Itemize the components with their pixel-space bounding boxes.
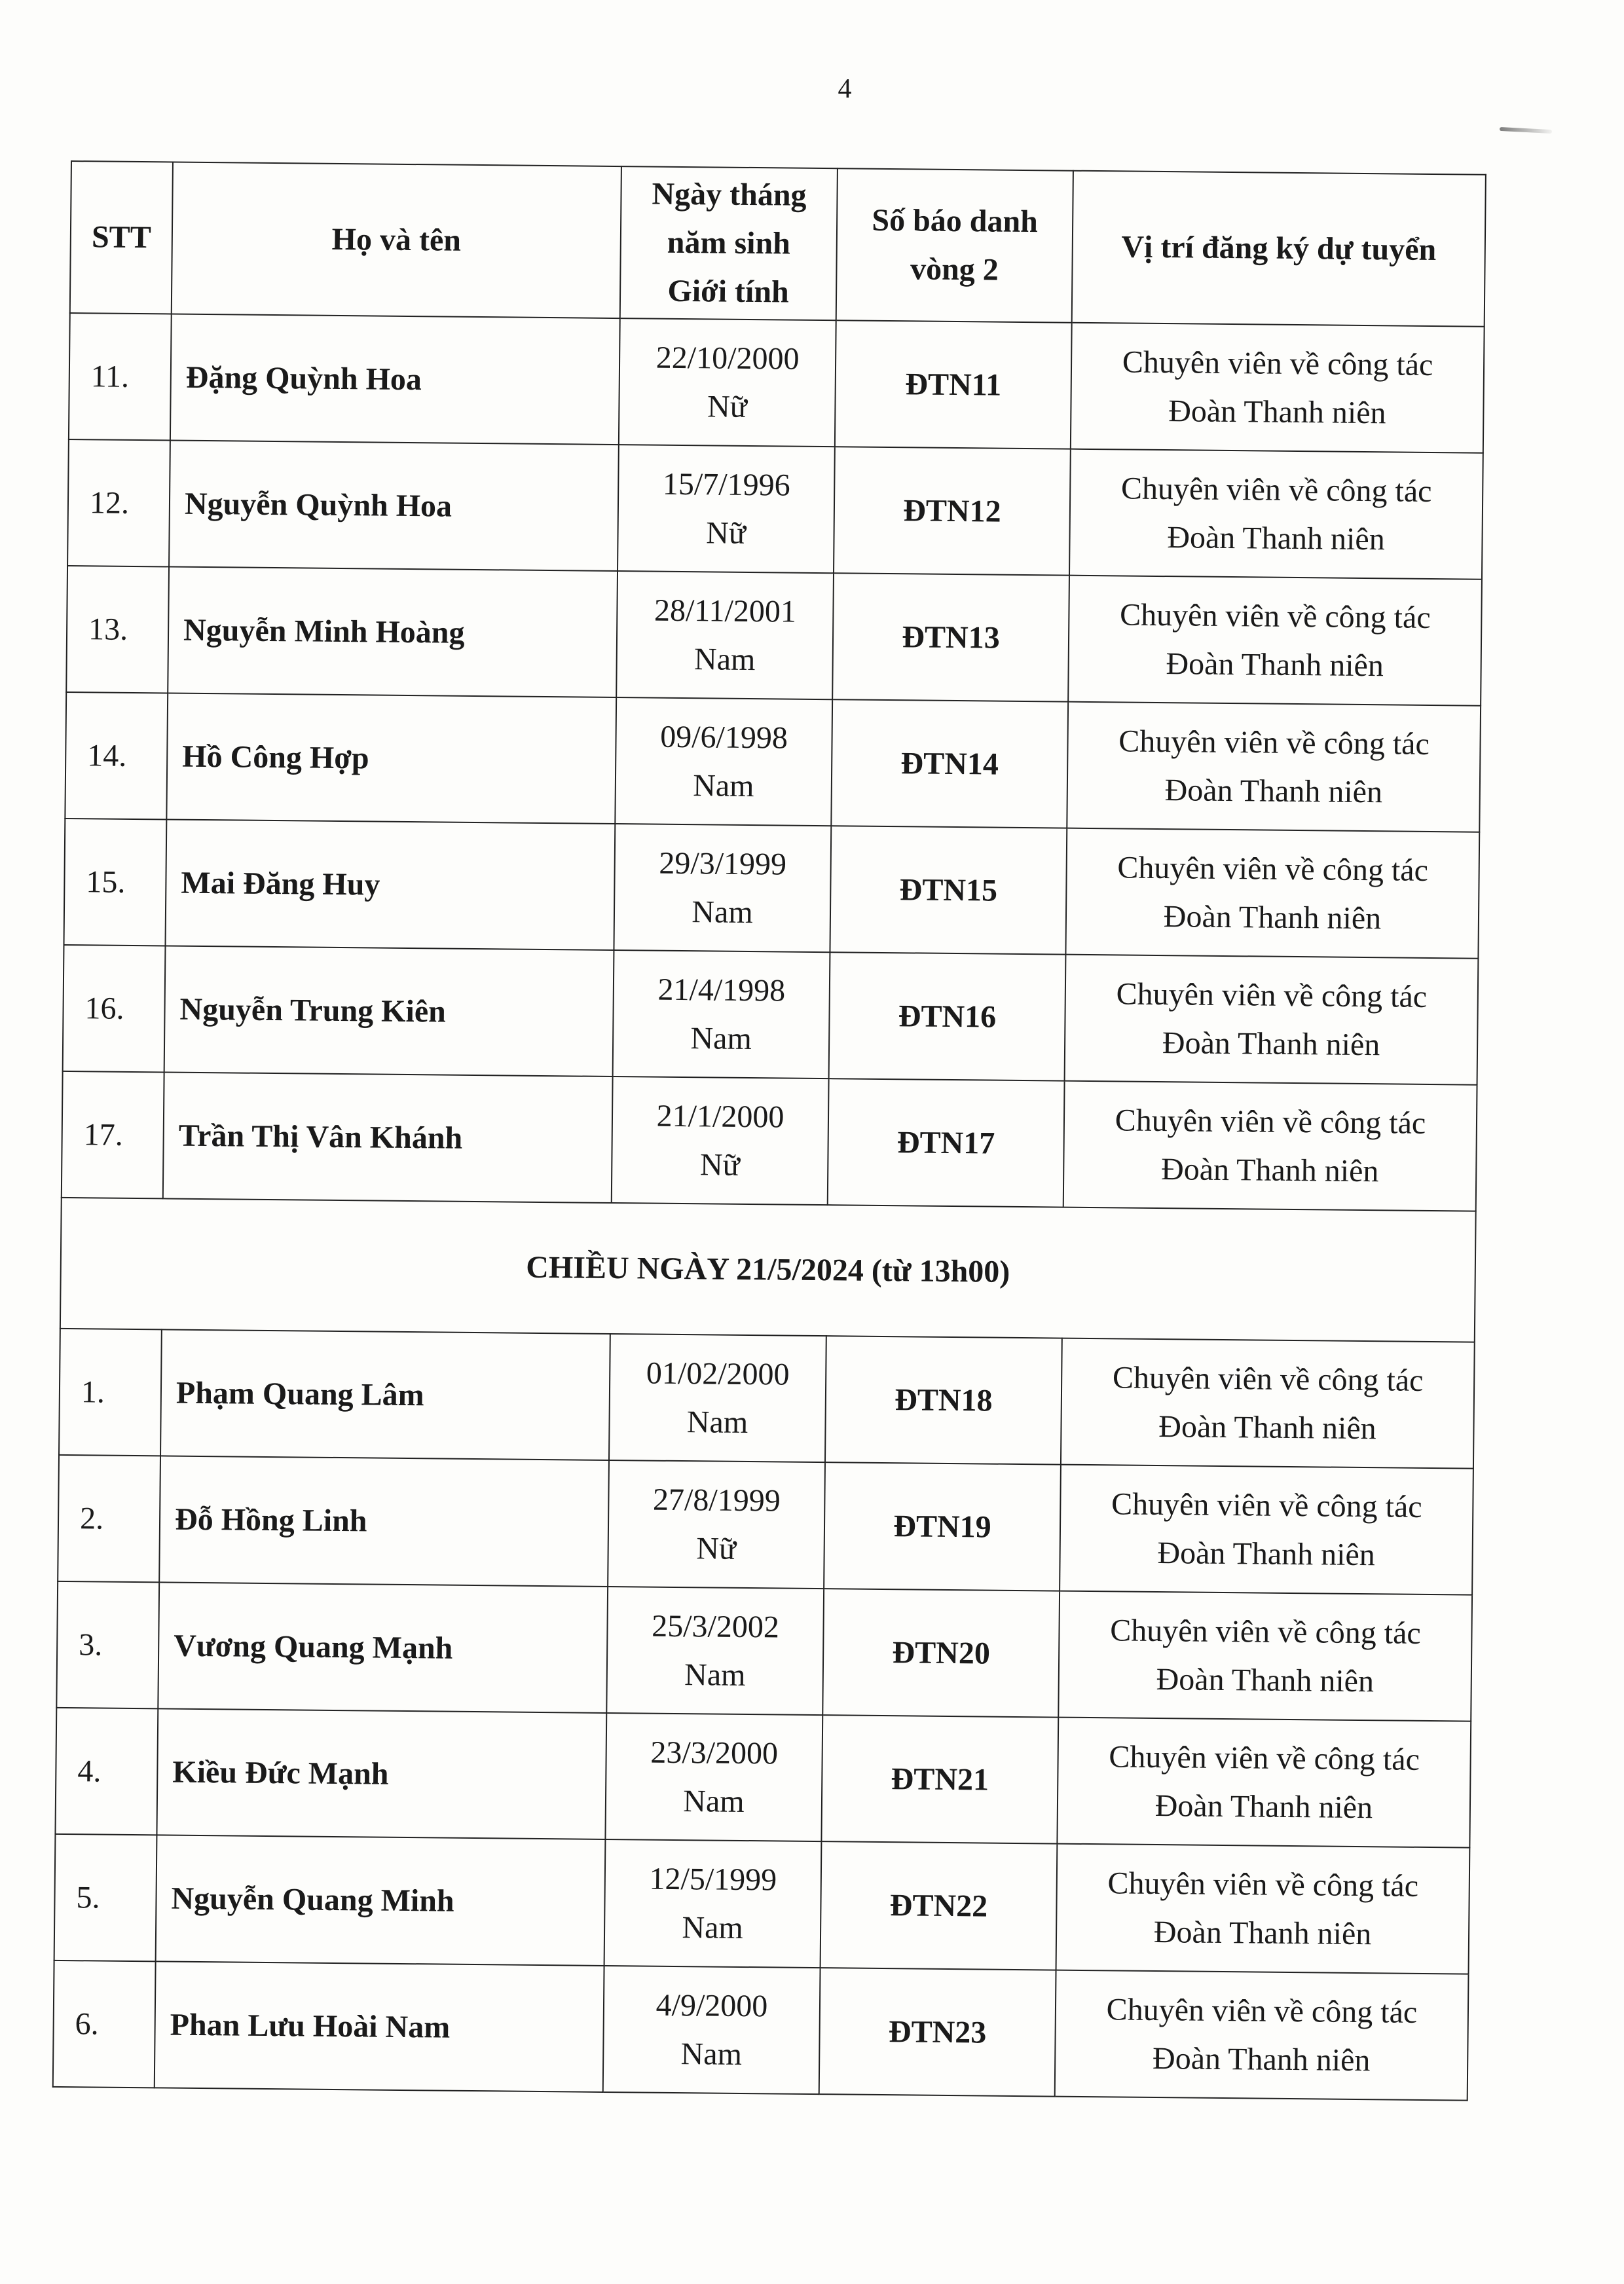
cell-position-line: Đoàn Thanh niên [1156, 1661, 1375, 1699]
cell-position [1071, 323, 1485, 453]
cell-code: ĐTN23 [819, 1968, 1056, 2096]
cell-dob: 15/7/1996 [662, 466, 790, 503]
cell-gender: Nữ [707, 388, 748, 424]
cell-dob: 09/6/1998 [659, 719, 788, 756]
table-row [59, 1329, 1475, 1469]
cell-position [1061, 1338, 1475, 1469]
header-dob-line: Giới tính [667, 273, 790, 310]
header-dob-line: năm sinh [667, 225, 791, 261]
table-row [53, 1961, 1469, 2101]
cell-position-line: Chuyên viên về công tác [1109, 1739, 1420, 1777]
cell-dob-gender [615, 697, 832, 826]
cell-code: ĐTN11 [835, 320, 1072, 449]
cell-name: Nguyễn Quỳnh Hoa [169, 440, 619, 571]
table-row [56, 1581, 1472, 1722]
cell-code: ĐTN15 [830, 826, 1067, 954]
cell-name: Phạm Quang Lâm [160, 1329, 610, 1460]
table-row [64, 819, 1480, 959]
cell-position-line: Đoàn Thanh niên [1160, 1151, 1379, 1188]
cell-position-line: Đoàn Thanh niên [1166, 646, 1384, 683]
cell-position [1067, 702, 1481, 832]
header-dob [620, 166, 838, 320]
cell-dob: 28/11/2001 [654, 593, 797, 629]
cell-dob: 21/4/1998 [657, 972, 786, 1008]
cell-code: ĐTN22 [821, 1841, 1058, 1970]
cell-position-line: Đoàn Thanh niên [1163, 898, 1382, 936]
header-name: Họ và tên [172, 162, 621, 318]
cell-position [1056, 1844, 1470, 1974]
cell-dob-gender [605, 1713, 822, 1841]
cell-dob-gender [604, 1839, 822, 1968]
cell-position-line: Chuyên viên về công tác [1119, 597, 1431, 635]
cell-dob: 25/3/2002 [651, 1608, 780, 1644]
candidate-list-sheet [52, 160, 1485, 2101]
cell-position [1055, 1970, 1469, 2101]
table-row [58, 1455, 1473, 1595]
cell-stt: 15. [64, 819, 167, 946]
candidate-table [52, 160, 1486, 2101]
cell-stt: 13. [66, 566, 169, 693]
cell-position-line: Đoàn Thanh niên [1157, 1535, 1376, 1572]
cell-position-line: Chuyên viên về công tác [1118, 723, 1430, 762]
cell-dob-gender [603, 1966, 821, 2094]
table-row [65, 692, 1481, 832]
cell-gender: Nam [692, 894, 753, 930]
cell-dob-gender [612, 1077, 829, 1205]
cell-name: Nguyễn Trung Kiên [164, 946, 614, 1077]
cell-gender: Nữ [705, 515, 747, 551]
header-code [836, 168, 1073, 322]
cell-stt: 16. [63, 945, 166, 1072]
scan-speck [1500, 127, 1552, 134]
table-header-row [70, 161, 1486, 327]
cell-position-line: Chuyên viên về công tác [1120, 470, 1432, 509]
cell-gender: Nữ [699, 1147, 740, 1183]
cell-gender: Nam [683, 1783, 745, 1819]
cell-stt: 3. [56, 1581, 159, 1708]
cell-dob-gender [619, 318, 836, 447]
table-row [69, 313, 1485, 453]
cell-stt: 1. [59, 1329, 162, 1456]
cell-dob: 29/3/1999 [659, 845, 787, 882]
cell-position-line: Đoàn Thanh niên [1152, 2040, 1371, 2078]
cell-gender: Nam [684, 1657, 746, 1693]
cell-stt: 14. [65, 692, 168, 819]
cell-position [1057, 1718, 1471, 1848]
cell-position-line: Chuyên viên về công tác [1106, 1991, 1418, 2030]
cell-position-line: Đoàn Thanh niên [1168, 393, 1386, 430]
cell-code: ĐTN18 [825, 1336, 1062, 1464]
header-code-line: vòng 2 [910, 251, 999, 287]
cell-gender: Nam [692, 767, 754, 803]
cell-stt: 5. [54, 1834, 157, 1961]
cell-gender: Nam [680, 2036, 743, 2072]
cell-position [1065, 828, 1479, 959]
section-row [60, 1198, 1476, 1342]
cell-dob: 22/10/2000 [655, 340, 800, 377]
cell-name: Phan Lưu Hoài Nam [155, 1961, 604, 2092]
cell-gender: Nam [693, 641, 756, 677]
header-position: Vị trí đăng ký dự tuyển [1072, 171, 1486, 327]
cell-name: Đỗ Hồng Linh [159, 1456, 609, 1587]
cell-stt: 6. [53, 1961, 156, 2088]
cell-code: ĐTN14 [831, 699, 1068, 828]
section-title: CHIỀU NGÀY 21/5/2024 (từ 13h00) [60, 1198, 1476, 1342]
cell-gender: Nam [690, 1020, 752, 1056]
table-row [54, 1834, 1470, 1974]
table-row [62, 1071, 1477, 1211]
cell-position-line: Chuyên viên về công tác [1122, 344, 1433, 382]
cell-dob-gender [613, 950, 830, 1078]
header-stt: STT [70, 161, 173, 314]
cell-dob-gender [609, 1334, 826, 1462]
cell-dob: 4/9/2000 [655, 1987, 768, 2023]
cell-code: ĐTN13 [832, 573, 1069, 701]
cell-code: ĐTN16 [829, 952, 1066, 1080]
cell-dob-gender [618, 445, 835, 573]
cell-name: Hồ Công Hợp [166, 693, 616, 824]
cell-dob-gender [616, 571, 834, 699]
cell-name: Trần Thị Vân Khánh [163, 1072, 613, 1203]
cell-position-line: Chuyên viên về công tác [1115, 1102, 1426, 1141]
cell-position-line: Chuyên viên về công tác [1117, 849, 1429, 888]
cell-code: ĐTN20 [822, 1589, 1060, 1717]
cell-code: ĐTN19 [824, 1462, 1061, 1591]
cell-position-line: Chuyên viên về công tác [1110, 1612, 1422, 1651]
table-row [67, 439, 1483, 580]
cell-name: Nguyễn Quang Minh [156, 1835, 606, 1966]
cell-position [1060, 1465, 1473, 1595]
cell-dob: 01/02/2000 [646, 1355, 790, 1392]
cell-dob: 27/8/1999 [652, 1482, 781, 1518]
cell-dob-gender [608, 1460, 825, 1589]
cell-name: Nguyễn Minh Hoàng [168, 566, 618, 697]
cell-position-line: Chuyên viên về công tác [1111, 1486, 1422, 1524]
cell-gender: Nam [682, 1909, 744, 1945]
cell-stt: 17. [62, 1071, 164, 1198]
cell-position-line: Đoàn Thanh niên [1167, 519, 1385, 557]
cell-stt: 12. [67, 439, 170, 566]
cell-name: Kiều Đức Mạnh [157, 1708, 606, 1839]
table-row [63, 945, 1479, 1085]
cell-dob-gender [606, 1587, 824, 1715]
table-row [66, 566, 1482, 706]
cell-gender: Nam [686, 1404, 748, 1440]
cell-dob-gender [614, 824, 831, 952]
cell-name: Vương Quang Mạnh [158, 1582, 608, 1713]
cell-position [1058, 1591, 1472, 1722]
cell-dob: 12/5/1999 [649, 1861, 777, 1897]
cell-position-line: Chuyên viên về công tác [1116, 976, 1428, 1014]
cell-stt: 4. [55, 1708, 158, 1835]
cell-name: Mai Đăng Huy [165, 819, 615, 950]
cell-position [1068, 576, 1482, 706]
page-number: 4 [838, 74, 852, 104]
cell-stt: 2. [58, 1455, 160, 1582]
cell-position [1063, 1081, 1477, 1211]
cell-code: ĐTN17 [828, 1078, 1065, 1207]
cell-position [1069, 449, 1483, 580]
cell-gender: Nữ [696, 1530, 737, 1566]
cell-code: ĐTN21 [821, 1715, 1058, 1843]
header-code-line: Số báo danh [872, 202, 1039, 240]
table-row [55, 1708, 1471, 1848]
cell-position-line: Chuyên viên về công tác [1112, 1359, 1424, 1398]
cell-position-line: Đoàn Thanh niên [1164, 772, 1383, 809]
cell-position-line: Đoàn Thanh niên [1162, 1025, 1380, 1062]
cell-position-line: Đoàn Thanh niên [1154, 1788, 1373, 1825]
header-dob-line: Ngày tháng [652, 176, 807, 213]
cell-position-line: Đoàn Thanh niên [1158, 1409, 1376, 1446]
cell-name: Đặng Quỳnh Hoa [170, 314, 620, 445]
cell-dob: 21/1/2000 [656, 1098, 784, 1135]
cell-position-line: Đoàn Thanh niên [1153, 1914, 1372, 1951]
table-body [53, 313, 1485, 2101]
cell-position [1065, 955, 1479, 1085]
cell-code: ĐTN12 [834, 447, 1071, 575]
cell-stt: 11. [69, 313, 172, 440]
cell-position-line: Chuyên viên về công tác [1107, 1865, 1419, 1904]
cell-dob: 23/3/2000 [650, 1735, 779, 1771]
